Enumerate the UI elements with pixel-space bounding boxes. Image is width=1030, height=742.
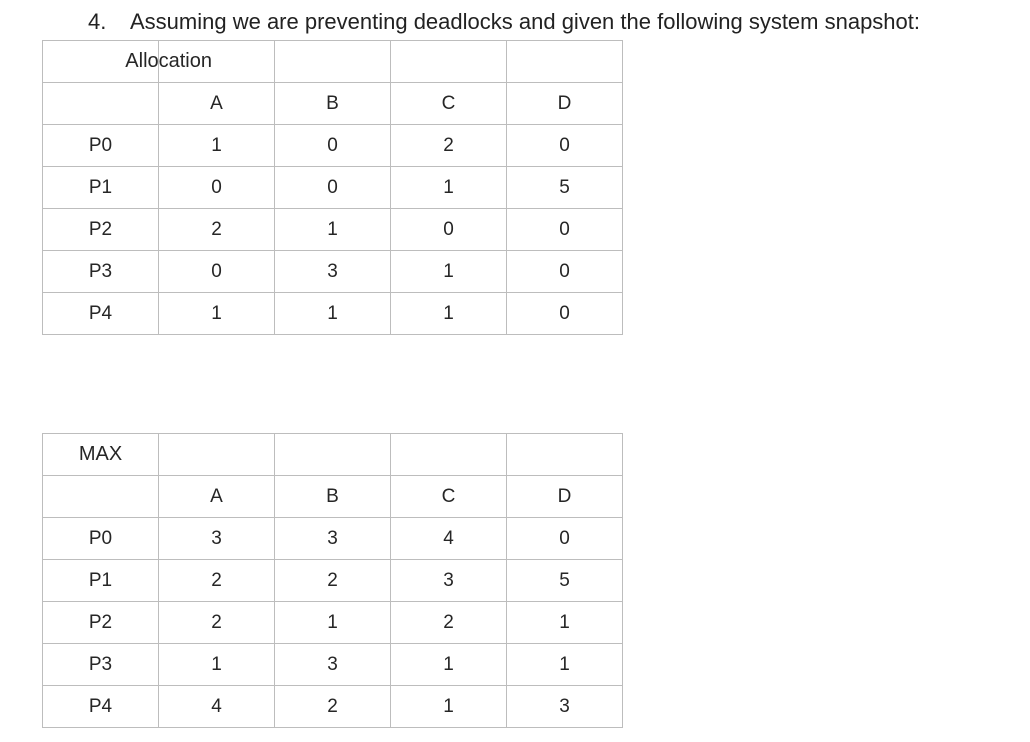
max-column-header-row xyxy=(43,476,623,518)
value-cell: 1 xyxy=(391,167,507,209)
column-header-d: D xyxy=(507,83,623,125)
column-header-b: B xyxy=(275,476,391,518)
value-cell: 2 xyxy=(391,602,507,644)
table-row xyxy=(43,644,623,686)
process-label: P4 xyxy=(43,686,159,728)
value-cell: 3 xyxy=(391,560,507,602)
question-body: Assuming we are preventing deadlocks and given the following system snapshot: xyxy=(130,9,921,34)
value-cell: 3 xyxy=(275,518,391,560)
empty-cell xyxy=(275,41,391,83)
value-cell: 1 xyxy=(275,293,391,335)
value-cell: 4 xyxy=(391,518,507,560)
table-row xyxy=(43,167,623,209)
max-title-row xyxy=(43,434,623,476)
value-cell: 1 xyxy=(159,125,275,167)
value-cell: 1 xyxy=(391,686,507,728)
empty-cell xyxy=(507,434,623,476)
value-cell: 1 xyxy=(391,293,507,335)
table-row xyxy=(43,686,623,728)
value-cell: 1 xyxy=(507,602,623,644)
value-cell: 1 xyxy=(391,644,507,686)
empty-cell xyxy=(275,434,391,476)
value-cell: 2 xyxy=(391,125,507,167)
value-cell: 1 xyxy=(507,644,623,686)
value-cell: 2 xyxy=(159,209,275,251)
value-cell: 3 xyxy=(159,518,275,560)
value-cell: 1 xyxy=(275,209,391,251)
column-header-a: A xyxy=(159,83,275,125)
process-label: P3 xyxy=(43,644,159,686)
column-header-a: A xyxy=(159,476,275,518)
value-cell: 2 xyxy=(275,560,391,602)
value-cell: 3 xyxy=(275,644,391,686)
process-label: P1 xyxy=(43,560,159,602)
table-row xyxy=(43,602,623,644)
process-label: P2 xyxy=(43,209,159,251)
value-cell: 5 xyxy=(507,560,623,602)
max-title: MAX xyxy=(78,443,123,465)
empty-cell xyxy=(507,41,623,83)
column-header-b: B xyxy=(275,83,391,125)
value-cell: 0 xyxy=(159,251,275,293)
value-cell: 0 xyxy=(507,125,623,167)
value-cell: 1 xyxy=(275,602,391,644)
table-row xyxy=(43,209,623,251)
value-cell: 0 xyxy=(275,125,391,167)
process-label: P3 xyxy=(43,251,159,293)
table-row xyxy=(43,518,623,560)
max-table xyxy=(42,433,623,728)
value-cell: 1 xyxy=(391,251,507,293)
column-header-c: C xyxy=(391,476,507,518)
process-label: P0 xyxy=(43,125,159,167)
value-cell: 0 xyxy=(391,209,507,251)
allocation-title-cell xyxy=(43,41,212,83)
table-row xyxy=(43,125,623,167)
allocation-table xyxy=(42,40,623,335)
process-label: P4 xyxy=(43,293,159,335)
value-cell: 3 xyxy=(275,251,391,293)
allocation-title-row xyxy=(43,41,623,83)
column-header-c: C xyxy=(391,83,507,125)
max-title-cell xyxy=(43,434,159,476)
empty-cell xyxy=(159,434,275,476)
value-cell: 2 xyxy=(159,602,275,644)
empty-cell xyxy=(391,434,507,476)
column-header-d: D xyxy=(507,476,623,518)
empty-cell xyxy=(391,41,507,83)
empty-cell xyxy=(43,83,159,125)
value-cell: 0 xyxy=(275,167,391,209)
value-cell: 0 xyxy=(507,293,623,335)
allocation-title: Allocation xyxy=(125,50,212,72)
table-row xyxy=(43,251,623,293)
value-cell: 0 xyxy=(507,518,623,560)
process-label: P0 xyxy=(43,518,159,560)
process-label: P2 xyxy=(43,602,159,644)
question-text xyxy=(88,8,920,36)
value-cell: 0 xyxy=(507,251,623,293)
empty-cell xyxy=(43,476,159,518)
question-number: 4. xyxy=(88,9,107,34)
value-cell: 2 xyxy=(159,560,275,602)
value-cell: 3 xyxy=(507,686,623,728)
process-label: P1 xyxy=(43,167,159,209)
value-cell: 1 xyxy=(159,644,275,686)
value-cell: 1 xyxy=(159,293,275,335)
table-row xyxy=(43,560,623,602)
table-row xyxy=(43,293,623,335)
value-cell: 0 xyxy=(507,209,623,251)
value-cell: 4 xyxy=(159,686,275,728)
value-cell: 5 xyxy=(507,167,623,209)
value-cell: 2 xyxy=(275,686,391,728)
allocation-column-header-row xyxy=(43,83,623,125)
value-cell: 0 xyxy=(159,167,275,209)
